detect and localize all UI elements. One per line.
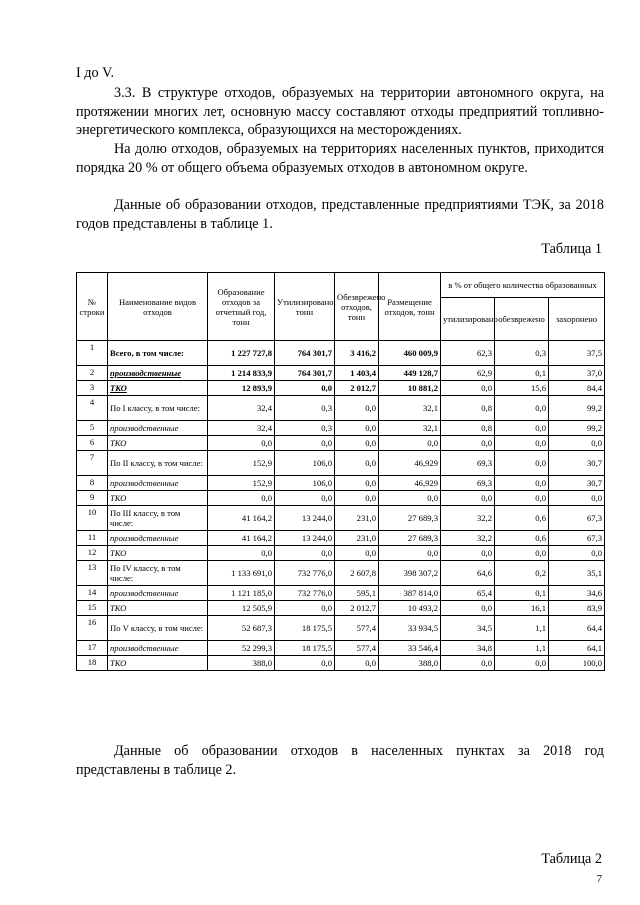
generated-cell: 152,9 — [208, 451, 275, 476]
waste-name-cell: По III классу, в том числе: — [108, 506, 208, 531]
placed-cell: 0,0 — [379, 546, 441, 561]
pct-burial-cell: 100,0 — [549, 656, 605, 671]
waste-name-cell: производственные — [108, 531, 208, 546]
table-row — [77, 341, 605, 366]
row-number-cell: 5 — [77, 421, 108, 436]
table-row — [77, 561, 605, 586]
neutralized-cell: 0,0 — [335, 656, 379, 671]
header-placed: Размещение отходов, тонн — [379, 273, 441, 341]
placed-cell: 0,0 — [379, 436, 441, 451]
neutralized-cell: 2 012,7 — [335, 381, 379, 396]
generated-cell: 52 687,3 — [208, 616, 275, 641]
pct-utilized-cell: 65,4 — [441, 586, 495, 601]
paragraph-share — [76, 140, 604, 177]
neutralized-cell: 2 607,8 — [335, 561, 379, 586]
pct-neutralized-cell: 0,0 — [495, 546, 549, 561]
utilized-cell: 732 776,0 — [275, 586, 335, 601]
table-row — [77, 531, 605, 546]
pct-utilized-cell: 32,2 — [441, 506, 495, 531]
waste-name-cell: производственные — [108, 421, 208, 436]
utilized-cell: 13 244,0 — [275, 506, 335, 531]
pct-neutralized-cell: 0,1 — [495, 366, 549, 381]
row-number-cell: 11 — [77, 531, 108, 546]
neutralized-cell: 0,0 — [335, 421, 379, 436]
header-percent-group: в % от общего количества образованных — [441, 273, 605, 298]
pct-burial-cell: 34,6 — [549, 586, 605, 601]
neutralized-cell: 231,0 — [335, 531, 379, 546]
row-number-cell: 4 — [77, 396, 108, 421]
neutralized-cell: 2 012,7 — [335, 601, 379, 616]
waste-name-cell: ТКО — [108, 381, 208, 396]
table-body — [77, 341, 605, 671]
neutralized-cell: 595,1 — [335, 586, 379, 601]
utilized-cell: 0,0 — [275, 491, 335, 506]
placed-cell: 33 934,5 — [379, 616, 441, 641]
placed-cell: 398 307,2 — [379, 561, 441, 586]
pct-neutralized-cell: 0,1 — [495, 586, 549, 601]
placed-cell: 387 814,0 — [379, 586, 441, 601]
waste-name-cell: ТКО — [108, 546, 208, 561]
header-pct-burial: захоронено — [549, 298, 605, 341]
paragraph-share-text: На долю отходов, образуемых на территориях населенных пунктов, приходится порядка 20 % от общего объема образуемых отходов в автономном округе. — [76, 141, 604, 176]
placed-cell: 32,1 — [379, 396, 441, 421]
pct-neutralized-cell: 0,6 — [495, 506, 549, 531]
table-row — [77, 491, 605, 506]
neutralized-cell: 0,0 — [335, 396, 379, 421]
generated-cell: 0,0 — [208, 491, 275, 506]
pct-burial-cell: 30,7 — [549, 476, 605, 491]
placed-cell: 46,929 — [379, 476, 441, 491]
utilized-cell: 13 244,0 — [275, 531, 335, 546]
waste-name-cell: По I классу, в том числе: — [108, 396, 208, 421]
pct-burial-cell: 37,5 — [549, 341, 605, 366]
pct-utilized-cell: 0,0 — [441, 436, 495, 451]
placed-cell: 33 546,4 — [379, 641, 441, 656]
intro-fragment: I до V. — [76, 65, 115, 81]
utilized-cell: 732 776,0 — [275, 561, 335, 586]
pct-burial-cell: 0,0 — [549, 546, 605, 561]
pct-burial-cell: 64,4 — [549, 616, 605, 641]
generated-cell: 1 227 727,8 — [208, 341, 275, 366]
pct-utilized-cell: 62,3 — [441, 341, 495, 366]
generated-cell: 152,9 — [208, 476, 275, 491]
generated-cell: 1 214 833,9 — [208, 366, 275, 381]
placed-cell: 10 493,2 — [379, 601, 441, 616]
pct-burial-cell: 83,9 — [549, 601, 605, 616]
row-number-cell: 15 — [77, 601, 108, 616]
pct-burial-cell: 67,3 — [549, 506, 605, 531]
pct-utilized-cell: 0,0 — [441, 601, 495, 616]
pct-utilized-cell: 69,3 — [441, 451, 495, 476]
pct-neutralized-cell: 1,1 — [495, 641, 549, 656]
generated-cell: 41 164,2 — [208, 506, 275, 531]
pct-utilized-cell: 34,8 — [441, 641, 495, 656]
placed-cell: 10 881,2 — [379, 381, 441, 396]
pct-burial-cell: 67,3 — [549, 531, 605, 546]
pct-utilized-cell: 0,8 — [441, 421, 495, 436]
utilized-cell: 18 175,5 — [275, 641, 335, 656]
table-row — [77, 616, 605, 641]
waste-name-cell: ТКО — [108, 656, 208, 671]
waste-table — [76, 272, 605, 671]
row-number-cell: 17 — [77, 641, 108, 656]
utilized-cell: 106,0 — [275, 451, 335, 476]
paragraph-settlements — [76, 742, 604, 779]
table-row — [77, 451, 605, 476]
generated-cell: 0,0 — [208, 436, 275, 451]
table-1-caption: Таблица 1 — [541, 241, 602, 257]
waste-name-cell: По II классу, в том числе: — [108, 451, 208, 476]
utilized-cell: 0,0 — [275, 656, 335, 671]
table-row — [77, 546, 605, 561]
page-number: 7 — [596, 874, 602, 885]
table-row — [77, 381, 605, 396]
waste-name-cell: По V классу, в том числе: — [108, 616, 208, 641]
pct-burial-cell: 0,0 — [549, 491, 605, 506]
table-row — [77, 641, 605, 656]
neutralized-cell: 3 416,2 — [335, 341, 379, 366]
table-row — [77, 656, 605, 671]
row-number-cell: 6 — [77, 436, 108, 451]
paragraph-3-3 — [76, 84, 604, 140]
utilized-cell: 764 301,7 — [275, 366, 335, 381]
pct-neutralized-cell: 15,6 — [495, 381, 549, 396]
waste-name-cell: ТКО — [108, 491, 208, 506]
pct-neutralized-cell: 1,1 — [495, 616, 549, 641]
pct-utilized-cell: 69,3 — [441, 476, 495, 491]
waste-name-cell: Всего, в том числе: — [108, 341, 208, 366]
pct-utilized-cell: 0,0 — [441, 381, 495, 396]
placed-cell: 32,1 — [379, 421, 441, 436]
generated-cell: 41 164,2 — [208, 531, 275, 546]
pct-neutralized-cell: 0,6 — [495, 531, 549, 546]
utilized-cell: 106,0 — [275, 476, 335, 491]
header-pct-utilized: утилизировано — [441, 298, 495, 341]
placed-cell: 46,929 — [379, 451, 441, 476]
pct-burial-cell: 37,0 — [549, 366, 605, 381]
neutralized-cell: 1 403,4 — [335, 366, 379, 381]
pct-neutralized-cell: 0,0 — [495, 396, 549, 421]
generated-cell: 52 299,3 — [208, 641, 275, 656]
row-number-cell: 18 — [77, 656, 108, 671]
table-row — [77, 476, 605, 491]
row-number-cell: 14 — [77, 586, 108, 601]
generated-cell: 32,4 — [208, 421, 275, 436]
pct-burial-cell: 99,2 — [549, 421, 605, 436]
placed-cell: 388,0 — [379, 656, 441, 671]
utilized-cell: 0,0 — [275, 436, 335, 451]
utilized-cell: 0,3 — [275, 421, 335, 436]
neutralized-cell: 0,0 — [335, 436, 379, 451]
utilized-cell: 0,0 — [275, 381, 335, 396]
table-row — [77, 421, 605, 436]
utilized-cell: 764 301,7 — [275, 341, 335, 366]
table-row — [77, 366, 605, 381]
placed-cell: 460 009,9 — [379, 341, 441, 366]
row-number-cell: 16 — [77, 616, 108, 641]
waste-name-cell: ТКО — [108, 601, 208, 616]
paragraph-tek-text: Данные об образовании отходов, представленные предприятиями ТЭК, за 2018 годов представлены в таблице 1. — [76, 197, 604, 232]
pct-neutralized-cell: 0,0 — [495, 421, 549, 436]
row-number-cell: 8 — [77, 476, 108, 491]
pct-utilized-cell: 34,5 — [441, 616, 495, 641]
pct-utilized-cell: 0,0 — [441, 656, 495, 671]
neutralized-cell: 0,0 — [335, 546, 379, 561]
row-number-cell: 12 — [77, 546, 108, 561]
utilized-cell: 0,0 — [275, 601, 335, 616]
waste-name-cell: По IV классу, в том числе: — [108, 561, 208, 586]
waste-name-cell: производственные — [108, 476, 208, 491]
pct-neutralized-cell: 0,0 — [495, 451, 549, 476]
pct-burial-cell: 0,0 — [549, 436, 605, 451]
table-row — [77, 601, 605, 616]
generated-cell: 12 505,9 — [208, 601, 275, 616]
header-neutralized: Обезвреженo отходов, тонн — [335, 273, 379, 341]
generated-cell: 32,4 — [208, 396, 275, 421]
pct-neutralized-cell: 0,2 — [495, 561, 549, 586]
neutralized-cell: 231,0 — [335, 506, 379, 531]
pct-burial-cell: 99,2 — [549, 396, 605, 421]
pct-utilized-cell: 0,0 — [441, 491, 495, 506]
pct-neutralized-cell: 0,0 — [495, 491, 549, 506]
generated-cell: 1 133 691,0 — [208, 561, 275, 586]
pct-neutralized-cell: 0,3 — [495, 341, 549, 366]
row-number-cell: 7 — [77, 451, 108, 476]
table-row — [77, 396, 605, 421]
generated-cell: 388,0 — [208, 656, 275, 671]
pct-burial-cell: 30,7 — [549, 451, 605, 476]
row-number-cell: 1 — [77, 341, 108, 366]
pct-utilized-cell: 32,2 — [441, 531, 495, 546]
table-row — [77, 586, 605, 601]
pct-burial-cell: 84,4 — [549, 381, 605, 396]
neutralized-cell: 0,0 — [335, 491, 379, 506]
pct-utilized-cell: 62,9 — [441, 366, 495, 381]
placed-cell: 27 689,3 — [379, 531, 441, 546]
pct-burial-cell: 64,1 — [549, 641, 605, 656]
table-row — [77, 436, 605, 451]
neutralized-cell: 577,4 — [335, 616, 379, 641]
pct-neutralized-cell: 0,0 — [495, 656, 549, 671]
row-number-cell: 9 — [77, 491, 108, 506]
waste-name-cell: производственные — [108, 641, 208, 656]
header-row-number: № строки — [77, 273, 108, 341]
pct-utilized-cell: 0,8 — [441, 396, 495, 421]
neutralized-cell: 577,4 — [335, 641, 379, 656]
pct-neutralized-cell: 16,1 — [495, 601, 549, 616]
pct-utilized-cell: 0,0 — [441, 546, 495, 561]
neutralized-cell: 0,0 — [335, 476, 379, 491]
waste-name-cell: ТКО — [108, 436, 208, 451]
pct-neutralized-cell: 0,0 — [495, 476, 549, 491]
generated-cell: 12 893,9 — [208, 381, 275, 396]
header-waste-name: Наименование видов отходов — [108, 273, 208, 341]
utilized-cell: 0,3 — [275, 396, 335, 421]
pct-utilized-cell: 64,6 — [441, 561, 495, 586]
neutralized-cell: 0,0 — [335, 451, 379, 476]
waste-name-cell: производственные — [108, 586, 208, 601]
generated-cell: 0,0 — [208, 546, 275, 561]
row-number-cell: 3 — [77, 381, 108, 396]
utilized-cell: 0,0 — [275, 546, 335, 561]
paragraph-tek — [76, 196, 604, 233]
table-row — [77, 506, 605, 531]
placed-cell: 0,0 — [379, 491, 441, 506]
waste-name-cell: производственные — [108, 366, 208, 381]
header-generated: Образование отходов за отчетный год, тонн — [208, 273, 275, 341]
pct-burial-cell: 35,1 — [549, 561, 605, 586]
pct-neutralized-cell: 0,0 — [495, 436, 549, 451]
table-2-caption: Таблица 2 — [541, 851, 602, 867]
header-pct-neutralized: обезвреженo — [495, 298, 549, 341]
generated-cell: 1 121 185,0 — [208, 586, 275, 601]
placed-cell: 449 128,7 — [379, 366, 441, 381]
paragraph-3-3-text: 3.3. В структуре отходов, образуемых на территории автономного округа, на протяжении многих лет, основную массу составляют отходы предприятий топливно-энергетического комплекса, образующихся на месторождениях. — [76, 85, 604, 139]
row-number-cell: 13 — [77, 561, 108, 586]
row-number-cell: 2 — [77, 366, 108, 381]
paragraph-settlements-text: Данные об образовании отходов в населенных пунктах за 2018 год представлены в таблице 2. — [76, 743, 604, 778]
placed-cell: 27 689,3 — [379, 506, 441, 531]
utilized-cell: 18 175,5 — [275, 616, 335, 641]
header-utilized: Утилизировано, тонн — [275, 273, 335, 341]
row-number-cell: 10 — [77, 506, 108, 531]
